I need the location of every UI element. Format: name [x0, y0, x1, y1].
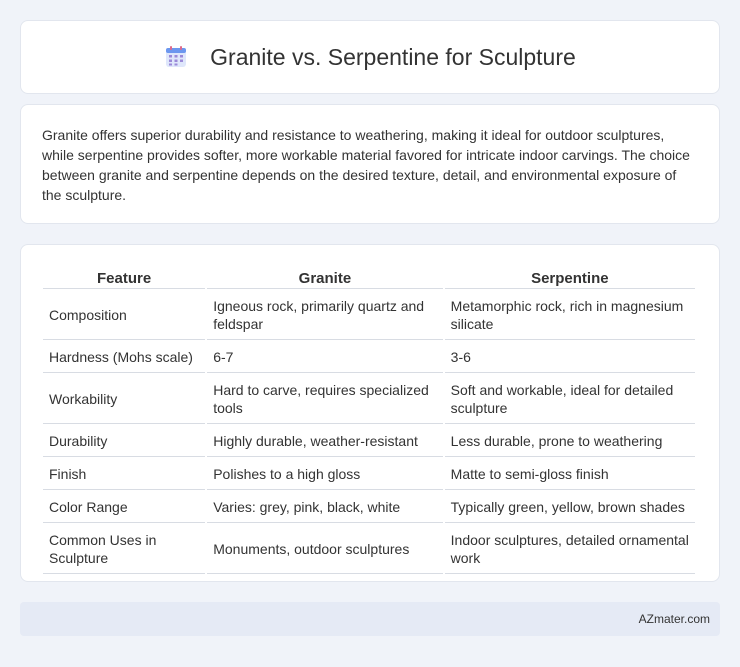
table-cell: Monuments, outdoor sculptures [207, 525, 442, 574]
table-cell: Composition [43, 291, 205, 340]
title-card [20, 20, 720, 94]
header-feature: Feature [43, 265, 205, 289]
table-row [43, 525, 695, 574]
table-cell: 3-6 [445, 342, 695, 373]
table-cell: Highly durable, weather-resistant [207, 426, 442, 457]
header-serpentine: Serpentine [445, 265, 695, 289]
table-cell: Durability [43, 426, 205, 457]
table-row [43, 492, 695, 523]
table-cell: Varies: grey, pink, black, white [207, 492, 442, 523]
table-cell: Common Uses in Sculpture [43, 525, 205, 574]
table-row [43, 426, 695, 457]
table-cell: Soft and workable, ideal for detailed sculpture [445, 375, 695, 424]
comparison-table [41, 263, 697, 576]
table-cell: 6-7 [207, 342, 442, 373]
table-row [43, 291, 695, 340]
page-title: Granite vs. Serpentine for Sculpture [210, 43, 576, 70]
table-row [43, 342, 695, 373]
table-cell: Color Range [43, 492, 205, 523]
table-cell: Igneous rock, primarily quartz and feldspar [207, 291, 442, 340]
header-granite: Granite [207, 265, 442, 289]
table-cell: Less durable, prone to weathering [445, 426, 695, 457]
footer-brand[interactable]: AZmater.com [638, 612, 710, 626]
table-cell: Hardness (Mohs scale) [43, 342, 205, 373]
intro-card [20, 104, 720, 224]
footer [20, 602, 720, 636]
calendar-icon [164, 45, 188, 69]
table-cell: Workability [43, 375, 205, 424]
table-cell: Polishes to a high gloss [207, 459, 442, 490]
table-cell: Typically green, yellow, brown shades [445, 492, 695, 523]
table-header-row [43, 265, 695, 289]
title-wrap [164, 44, 576, 71]
intro-paragraph: Granite offers superior durability and resistance to weathering, making it ideal for outdoor sculptures, while serpentine provides softer, more workable material favored for intricate indoor carvings. The choice between granite and serpentine depends on the desired texture, detail, and environmental exposure of the sculpture. [42, 127, 690, 203]
table-cell: Matte to semi-gloss finish [445, 459, 695, 490]
table-cell: Indoor sculptures, detailed ornamental work [445, 525, 695, 574]
table-row [43, 375, 695, 424]
table-row [43, 459, 695, 490]
comparison-card [20, 244, 720, 582]
table-cell: Hard to carve, requires specialized tools [207, 375, 442, 424]
table-cell: Finish [43, 459, 205, 490]
table-cell: Metamorphic rock, rich in magnesium silicate [445, 291, 695, 340]
